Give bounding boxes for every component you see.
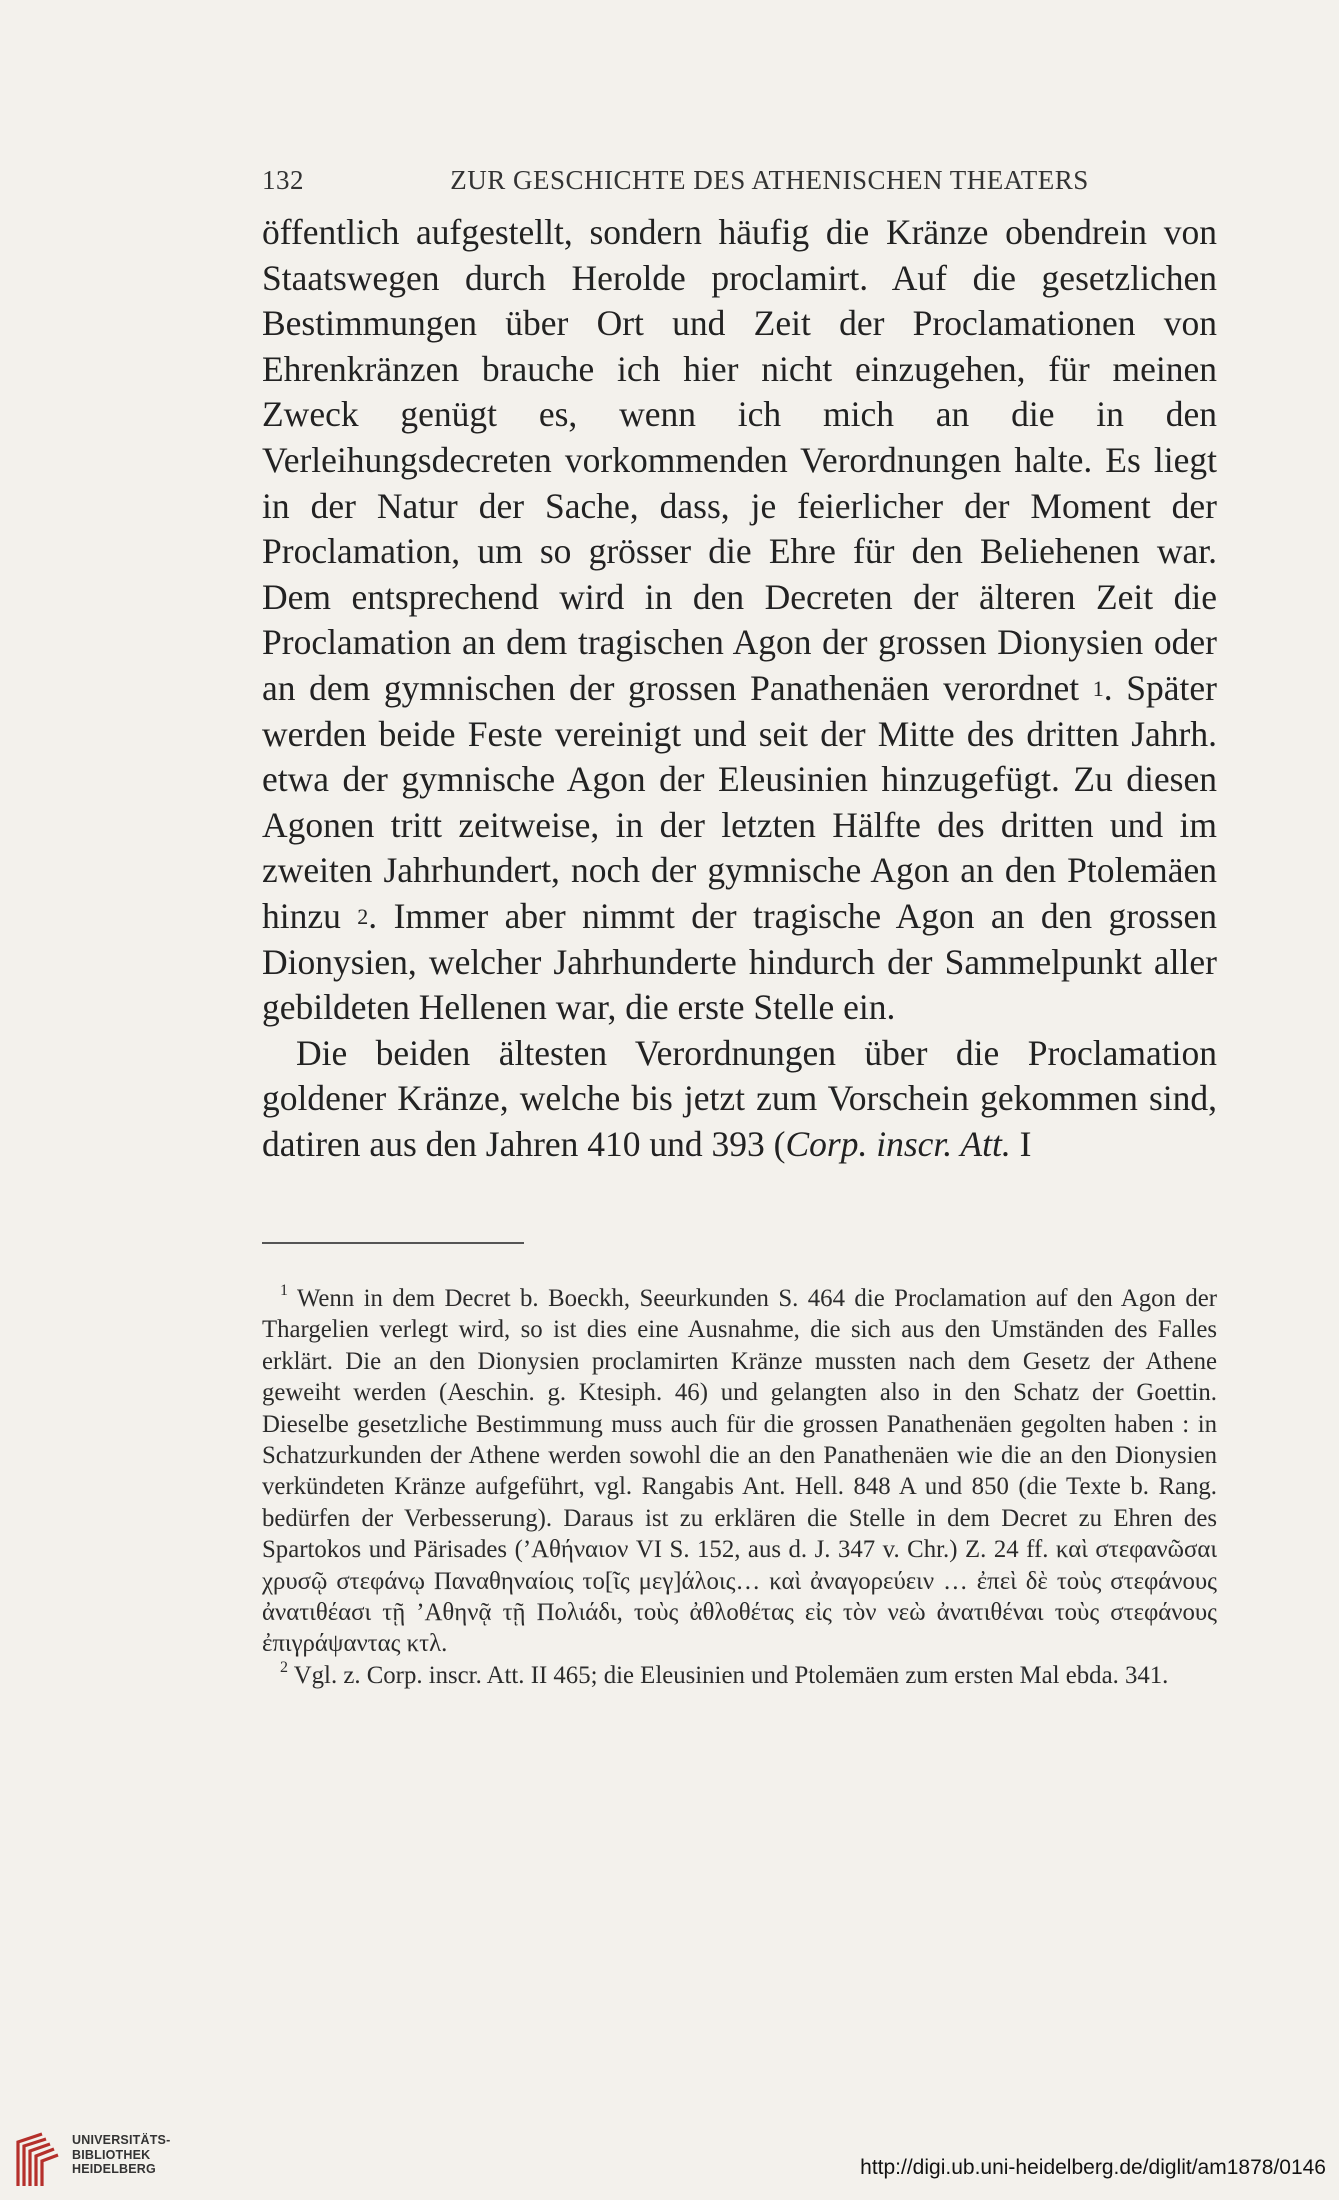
main-text	[262, 210, 1217, 1167]
library-name-line-2: BIBLIOTHEK	[72, 2147, 151, 2162]
footnote-2	[262, 1660, 1217, 1691]
paragraph-2-part-b: I	[1010, 1123, 1032, 1164]
paragraph-2-citation: Corp. inscr. Att.	[785, 1123, 1011, 1164]
library-logo	[12, 2130, 171, 2192]
library-logo-icon	[12, 2130, 62, 2190]
footnote-1	[262, 1283, 1217, 1660]
footnote-2-text: Vgl. z. Corp. inscr. Att. II 465; die Eleusinien und Ptolemäen zum ersten Mal ebda. 341.	[288, 1661, 1169, 1689]
footnotes	[262, 1283, 1217, 1691]
paragraph-1-part-a: öffentlich aufgestellt, sondern häufig die Kränze obendrein von Staatswegen durch Herolde proclamirt. Auf die gesetzlichen Bestimmungen über Ort und Zeit der Proclamationen von Ehrenkränzen brauche ich hier nicht einzugehen, für meinen Zweck genügt es, wenn ich mich an die in den Verleihungsdecreten vorkommenden Verordnungen halte. Es liegt in der Natur der Sache, dass, je feierlicher der Moment der Proclamation, um so grösser die Ehre für den Beliehenen war. Dem entsprechend wird in den Decreten der älteren Zeit die Proclamation an dem tragischen Agon der grossen Dionysien oder an dem gymnischen der grossen Panathenäen verordnet	[262, 212, 1217, 708]
page-number: 132	[262, 165, 304, 195]
paragraph-1-part-c: . Immer aber nimmt der tragische Agon an den grossen Dionysien, welcher Jahrhunderte hindurch der Sammelpunkt aller gebildeten Hellenen war, die erste Stelle ein.	[262, 895, 1217, 1028]
footnote-divider	[262, 1242, 524, 1244]
paragraph-2-part-a: Die beiden ältesten Verordnungen über die Proclamation goldener Kränze, welche bis jetzt zum Vorschein gekommen sind, datiren aus den Jahren 410 und 393 (	[262, 1032, 1217, 1164]
footnote-2-marker: 2	[280, 1658, 288, 1676]
source-url-link[interactable]: http://digi.ub.uni-heidelberg.de/diglit/am1878/0146	[860, 2156, 1326, 2179]
footnote-ref-2[interactable]: 2	[357, 903, 369, 929]
paragraph-1-part-b: . Später werden beide Feste vereinigt und seit der Mitte des dritten Jahrh. etwa der gymnische Agon der Eleusinien hinzugefügt. Zu diesen Agonen tritt zeitweise, in der letzten Hälfte des dritten und im zweiten Jahrhundert, noch der gymnische Agon an den Ptolemäen hinzu	[262, 667, 1217, 936]
library-name	[72, 2133, 170, 2177]
footnote-1-marker: 1	[280, 1281, 288, 1299]
footnote-1-text: Wenn in dem Decret b. Boeckh, Seeurkunden S. 464 die Proclamation auf den Agon der Thargelien verlegt wird, so ist dies eine Ausnahme, die sich aus den Umständen des Falles erklärt. Die an den Dionysien proclamirten Kränze mussten nach dem Gesetz der Athene geweiht werden (Aeschin. g. Ktesiph. 46) und gelangten also in den Schatz der Goettin. Dieselbe gesetzliche Bestimmung muss auch für die grossen Panathenäen gegolten haben : in Schatzurkunden der Athene werden sowohl die an den Panathenäen wie die an den Dionysien verkündeten Kränze aufgeführt, vgl. Rangabis Ant. Hell. 848 A und 850 (die Texte b. Rang. bedürfen der Verbesserung). Daraus ist zu erklären die Stelle in dem Decret zu Ehren des Spartokos und Pärisades (’Αθήναιον VI S. 152, aus d. J. 347 v. Chr.) Z. 24 ff. καὶ στεφανῶσαι χρυσῷ στεφάνῳ Παναθηναίοις το[ῖς μεγ]άλοις… καὶ ἀναγορεύειν … ἐπεὶ δὲ τοὺς στεφάνους ἀνατιθέασι τῇ ’Αθηνᾷ τῇ Πολιάδι, τοὺς ἀθλοθέτας εἰς τὸν νεὼ ἀνατιθέναι τοὺς στεφάνους ἐπιγράψαντας κτλ.	[262, 1285, 1217, 1658]
paragraph-1	[262, 210, 1217, 1031]
library-name-line-1: UNIVERSITÄTS-	[72, 2133, 171, 2147]
running-title: ZUR GESCHICHTE DES ATHENISCHEN THEATERS	[450, 165, 1089, 195]
library-name-line-3: HEIDELBERG	[72, 2162, 156, 2176]
footnote-ref-1[interactable]: 1	[1092, 675, 1104, 701]
paragraph-2	[262, 1031, 1217, 1168]
